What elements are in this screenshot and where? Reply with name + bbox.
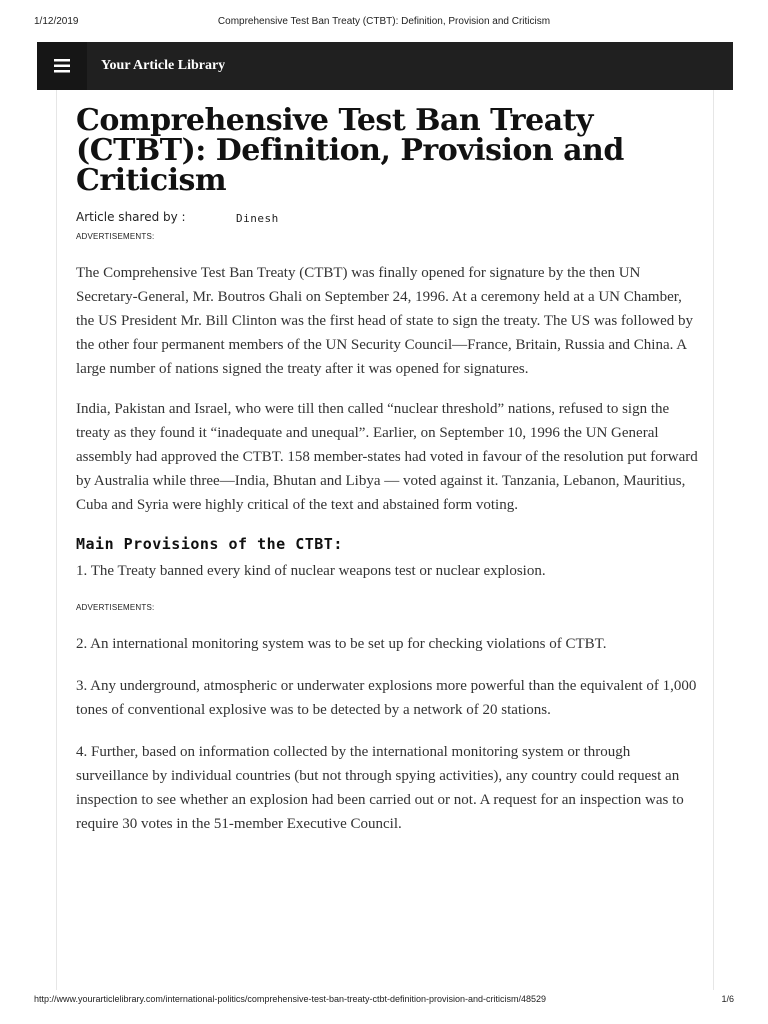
print-url: http://www.yourarticlelibrary.com/international-politics/comprehensive-test-ban-treaty-ctbt-definition-provision-and-criticism/48529 (34, 994, 547, 1004)
advertisement-label: ADVERTISEMENTS: (76, 232, 155, 241)
print-header (0, 12, 768, 28)
provision-item: 3. Any underground, atmospheric or underwater explosions more powerful than the equivalent of 1,000 tones of conventional explosive was to be detected by a network of 20 stations. (76, 678, 697, 718)
article-content (76, 103, 698, 836)
provision-item: 1. The Treaty banned every kind of nuclear weapons test or nuclear explosion. (76, 563, 546, 579)
article-paragraph: The Comprehensive Test Ban Treaty (CTBT) was finally opened for signature by the then UN Secretary-General, Mr. Boutros Ghali on September 24, 1996. At a ceremony held at a UN Chamber, the US President Mr. Bill Clinton was the first head of state to sign the treaty. The US was followed by the other four permanent members of the UN Security Council—France, Britain, Russia and China. A large number of nations signed the treaty after it was opened for signatures. (76, 265, 693, 377)
print-date: 1/12/2019 (34, 16, 79, 27)
provision-item: 2. An international monitoring system was to be set up for checking violations of CTBT. (76, 636, 607, 652)
site-name-link[interactable]: Your Article Library (101, 58, 226, 73)
print-page-title: Comprehensive Test Ban Treaty (CTBT): Definition, Provision and Criticism (217, 16, 551, 27)
advertisement-label: ADVERTISEMENTS: (76, 603, 155, 612)
hamburger-menu-icon (54, 59, 70, 73)
menu-button[interactable] (37, 42, 87, 90)
site-header-bar (37, 42, 733, 90)
article-title: Comprehensive Test Ban Treaty (CTBT): Definition, Provision and Criticism (76, 103, 624, 198)
print-footer (0, 994, 768, 1008)
article-paragraph: India, Pakistan and Israel, who were till then called “nuclear threshold” nations, refused to sign the treaty as they found it “inadequate and unequal”. Earlier, on September 10, 1996 the UN General assembly had approved the CTBT. 158 member-states had voted in favour of the resolution put forward by Australia while three—India, Bhutan and Libya — voted against it. Tanzania, Lebanon, Mauritius, Cuba and Syria were highly critical of the text and abstained form voting. (76, 401, 698, 513)
byline-label: Article shared by : (76, 210, 186, 224)
page-number: 1/6 (721, 994, 734, 1004)
section-heading: Main Provisions of the CTBT: (76, 535, 343, 553)
byline (76, 210, 698, 230)
author-link[interactable]: Dinesh (236, 212, 279, 225)
provision-item: 4. Further, based on information collected by the international monitoring system or through surveillance by individual countries (but not through spying activities), any country could request an inspection to see whether an explosion had been carried out or not. A request for an inspection was to require 30 votes in the 51-member Executive Council. (76, 744, 684, 832)
